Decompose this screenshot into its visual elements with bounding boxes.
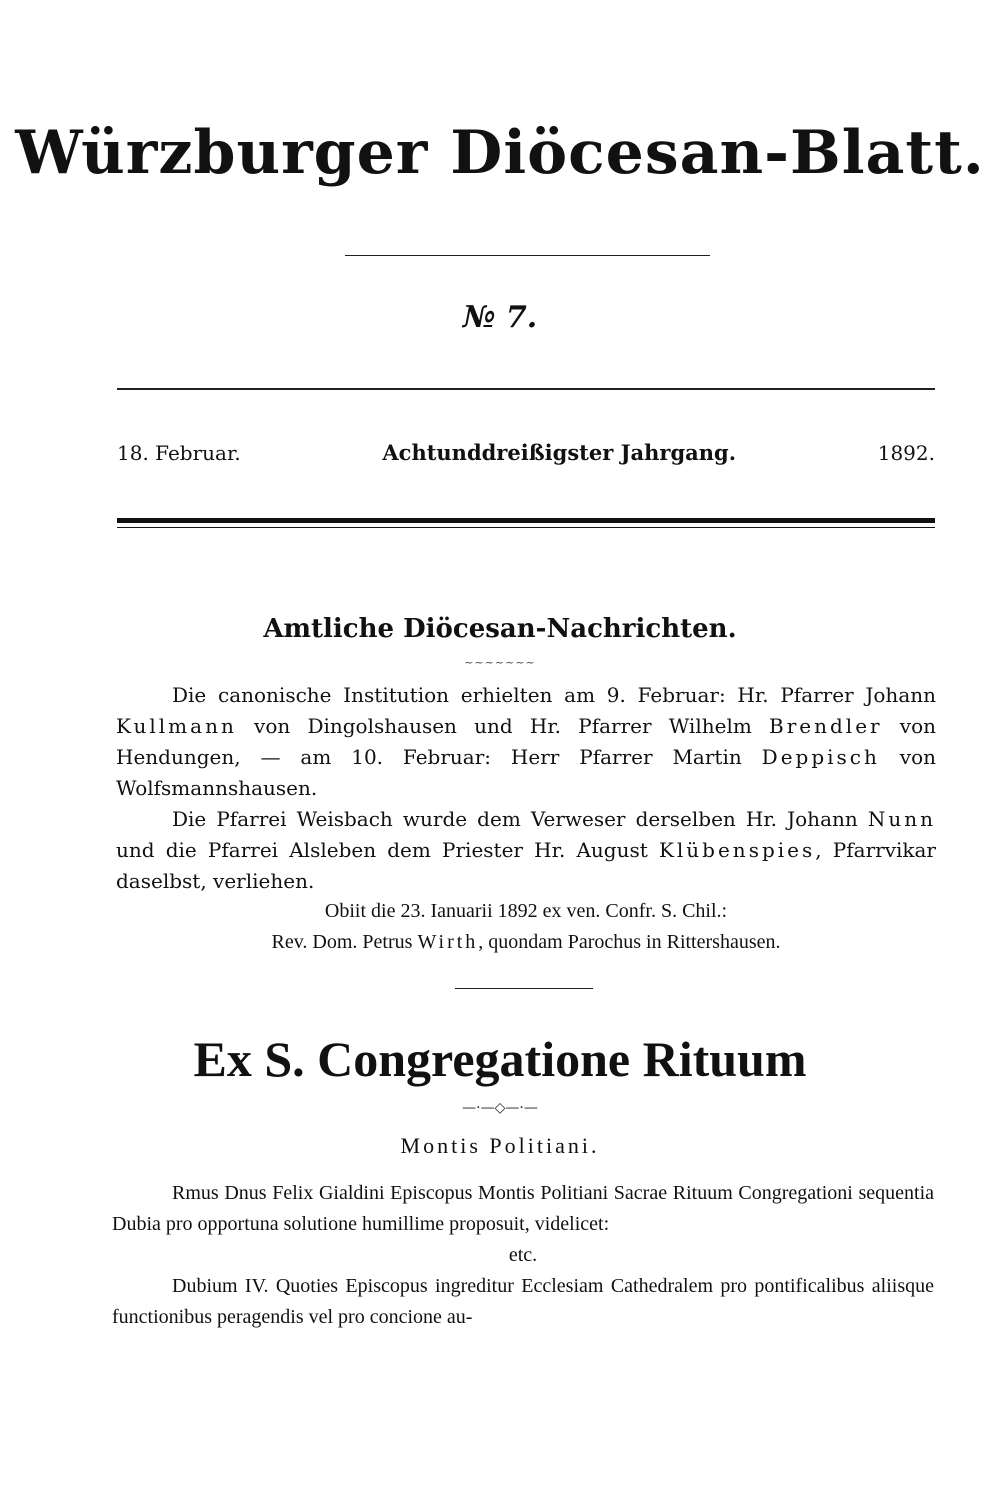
masthead-divider [345,255,710,256]
section-divider [455,988,593,989]
obituary [116,896,936,958]
notice-paragraph [116,680,936,804]
header-rule [117,388,935,390]
latin-paragraph: Rmus Dnus Felix Gialdini Episcopus Montis Politiani Sacrae Rituum Congregationi sequentia Dubia pro opportuna solutione humillime proposuit, videlicet: [112,1182,934,1235]
person-name: Wirth [417,931,479,953]
issue-year: 1892. [877,441,935,465]
latin-text [112,1178,934,1333]
person-name: Klübenspies [658,838,816,862]
latin-paragraph: Dubium IV. Quoties Episcopus ingreditur Ecclesiam Cathedralem pro pontificalibus aliisque functionibus peragendis vel pro concione au- [112,1275,934,1328]
obituary-line: Obiit die 23. Ianuarii 1892 ex ven. Confr. S. Chil.: [324,900,728,922]
ornament-divider: ~~~~~~~ [464,656,536,669]
person-name: Kullmann [116,714,237,738]
obituary-text: Rev. Dom. Petrus [271,931,413,953]
masthead-title: Würzburger Diöcesan-Blatt. [15,118,985,188]
person-name: Nunn [867,807,937,831]
notice-text: , Pfarrvikar daselbst, verliehen. [116,838,936,893]
notice-text: und die Pfarrei Alsleben dem Priester Hr. August [116,838,648,862]
obituary-line [116,927,936,958]
double-rule-thin [117,527,935,528]
section-heading-official-news: Amtliche Diöcesan-Nachrichten. [263,614,737,644]
notice-text: Die Pfarrei Weisbach wurde dem Verweser derselben Hr. Johann [172,807,858,831]
issue-date: 18. Februar. [117,441,241,465]
issue-number: № 7. [462,300,538,335]
notice-text: von Wolfsmannshausen. [116,745,937,800]
volume-label: Achtunddreißigster Jahrgang. [382,440,737,465]
etc-line: etc. [508,1244,538,1266]
double-rule-thick [117,518,935,523]
section-heading-congregation: Ex S. Congregatione Rituum [193,1031,807,1087]
dateline [117,440,935,465]
person-name: Brendler [769,714,883,738]
obituary-text: , quondam Parochus in Rittershausen. [478,931,781,953]
place-subheading: Montis Politiani. [400,1133,600,1158]
notice-text: von Dingolshausen und Hr. Pfarrer Wilhelm [254,714,752,738]
ornament-divider: —·—◇—·— [462,1100,538,1116]
official-notices [116,680,936,897]
notice-text: Die canonische Institution erhielten am 9. Februar: Hr. Pfarrer Johann [172,683,936,707]
notice-paragraph [116,804,936,897]
notice-text: von Hendungen, — am 10. Februar: Herr Pfarrer Martin [116,714,937,769]
person-name: Deppisch [761,745,880,769]
